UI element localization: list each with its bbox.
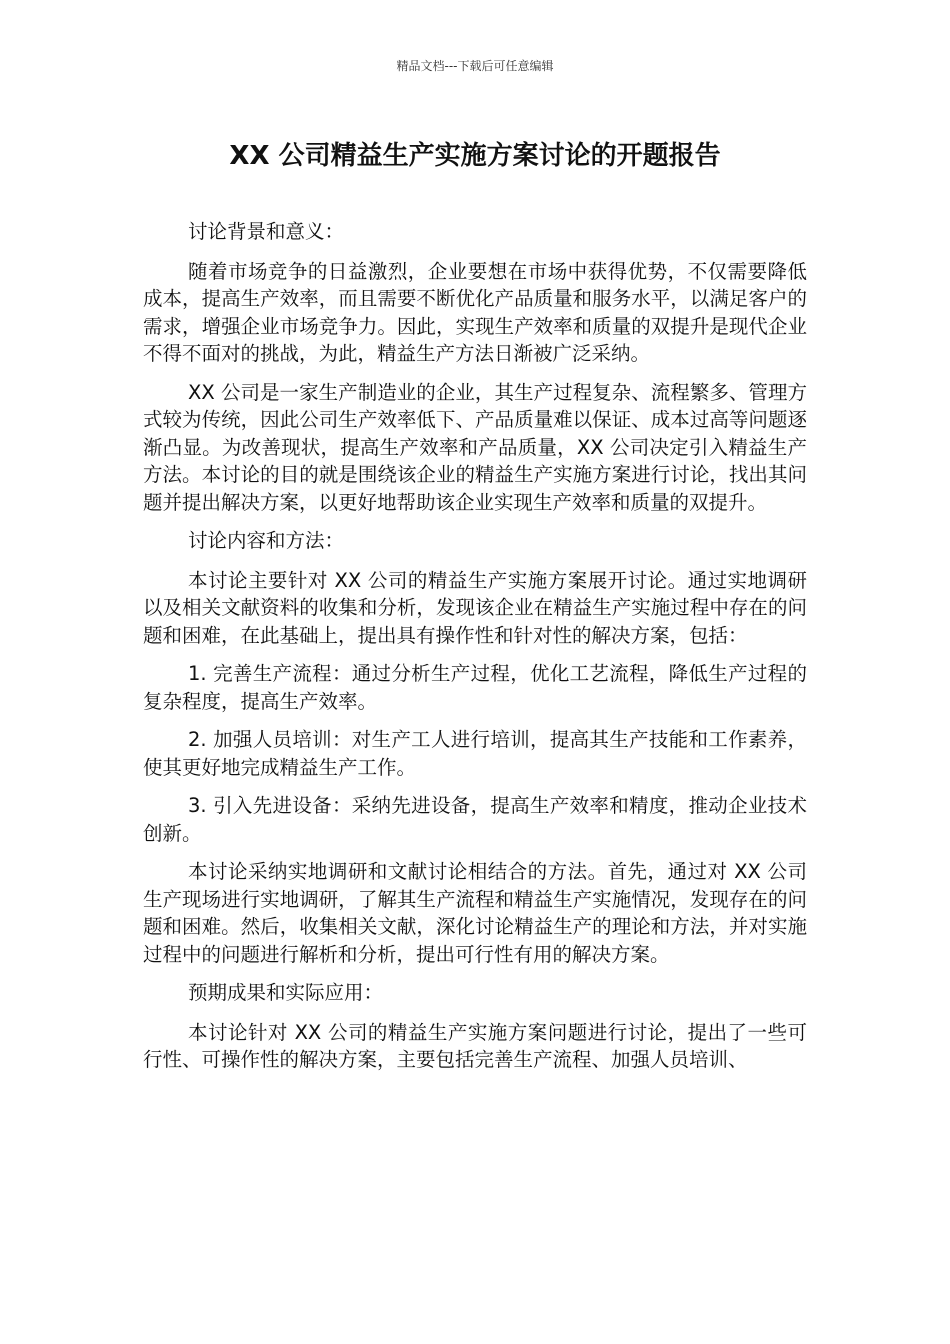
section-heading-outcomes: 预期成果和实际应用：	[188, 981, 384, 1004]
body-paragraph: 本讨论针对 XX 公司的精益生产实施方案问题进行讨论，提出了一些可行性、可操作性的解决方案，主要包括完善生产流程、加强人员培训、	[143, 1020, 807, 1071]
body-paragraph: 本讨论主要针对 XX 公司的精益生产实施方案展开讨论。通过实地调研以及相关文献资料的收集和分析，发现该企业在精益生产实施过程中存在的问题和困难，在此基础上，提出具有操作性和针对性的解决方案，包括：	[143, 568, 807, 647]
list-item: 3. 引入先进设备：采纳先进设备，提高生产效率和精度，推动企业技术创新。	[143, 794, 807, 845]
page-header-note: 精品文档---下载后可任意编辑	[396, 59, 554, 73]
body-paragraph: XX 公司是一家生产制造业的企业，其生产过程复杂、流程繁多、管理方式较为传统，因此公司生产效率低下、产品质量难以保证、成本过高等问题逐渐凸显。为改善现状，提高生产效率和产品质量，XX 公司决定引入精益生产方法。本讨论的目的就是围绕该企业的精益生产实施方案进行讨论，找出其问题并提出解决方案，以更好地帮助该企业实现生产效率和质量的双提升。	[143, 380, 807, 514]
section-heading-background: 讨论背景和意义：	[188, 220, 345, 243]
document-body	[143, 218, 807, 1085]
section-heading-content-method: 讨论内容和方法：	[188, 529, 345, 552]
body-paragraph: 本讨论采纳实地调研和文献讨论相结合的方法。首先，通过对 XX 公司生产现场进行实地调研，了解其生产流程和精益生产实施情况，发现存在的问题和困难。然后，收集相关文献，深化讨论精益生产的理论和方法，并对实施过程中的问题进行解析和分析，提出可行性有用的解决方案。	[143, 860, 807, 966]
list-item: 1. 完善生产流程：通过分析生产过程，优化工艺流程，降低生产过程的复杂程度，提高生产效率。	[143, 662, 807, 713]
body-paragraph: 随着市场竞争的日益激烈，企业要想在市场中获得优势，不仅需要降低成本，提高生产效率，而且需要不断优化产品质量和服务水平，以满足客户的需求，增强企业市场竞争力。因此，实现生产效率和质量的双提升是现代企业不得不面对的挑战，为此，精益生产方法日渐被广泛采纳。	[143, 259, 807, 365]
document-title: XX 公司精益生产实施方案讨论的开题报告	[229, 141, 721, 171]
list-item: 2. 加强人员培训：对生产工人进行培训，提高其生产技能和工作素养，使其更好地完成精益生产工作。	[143, 728, 807, 779]
